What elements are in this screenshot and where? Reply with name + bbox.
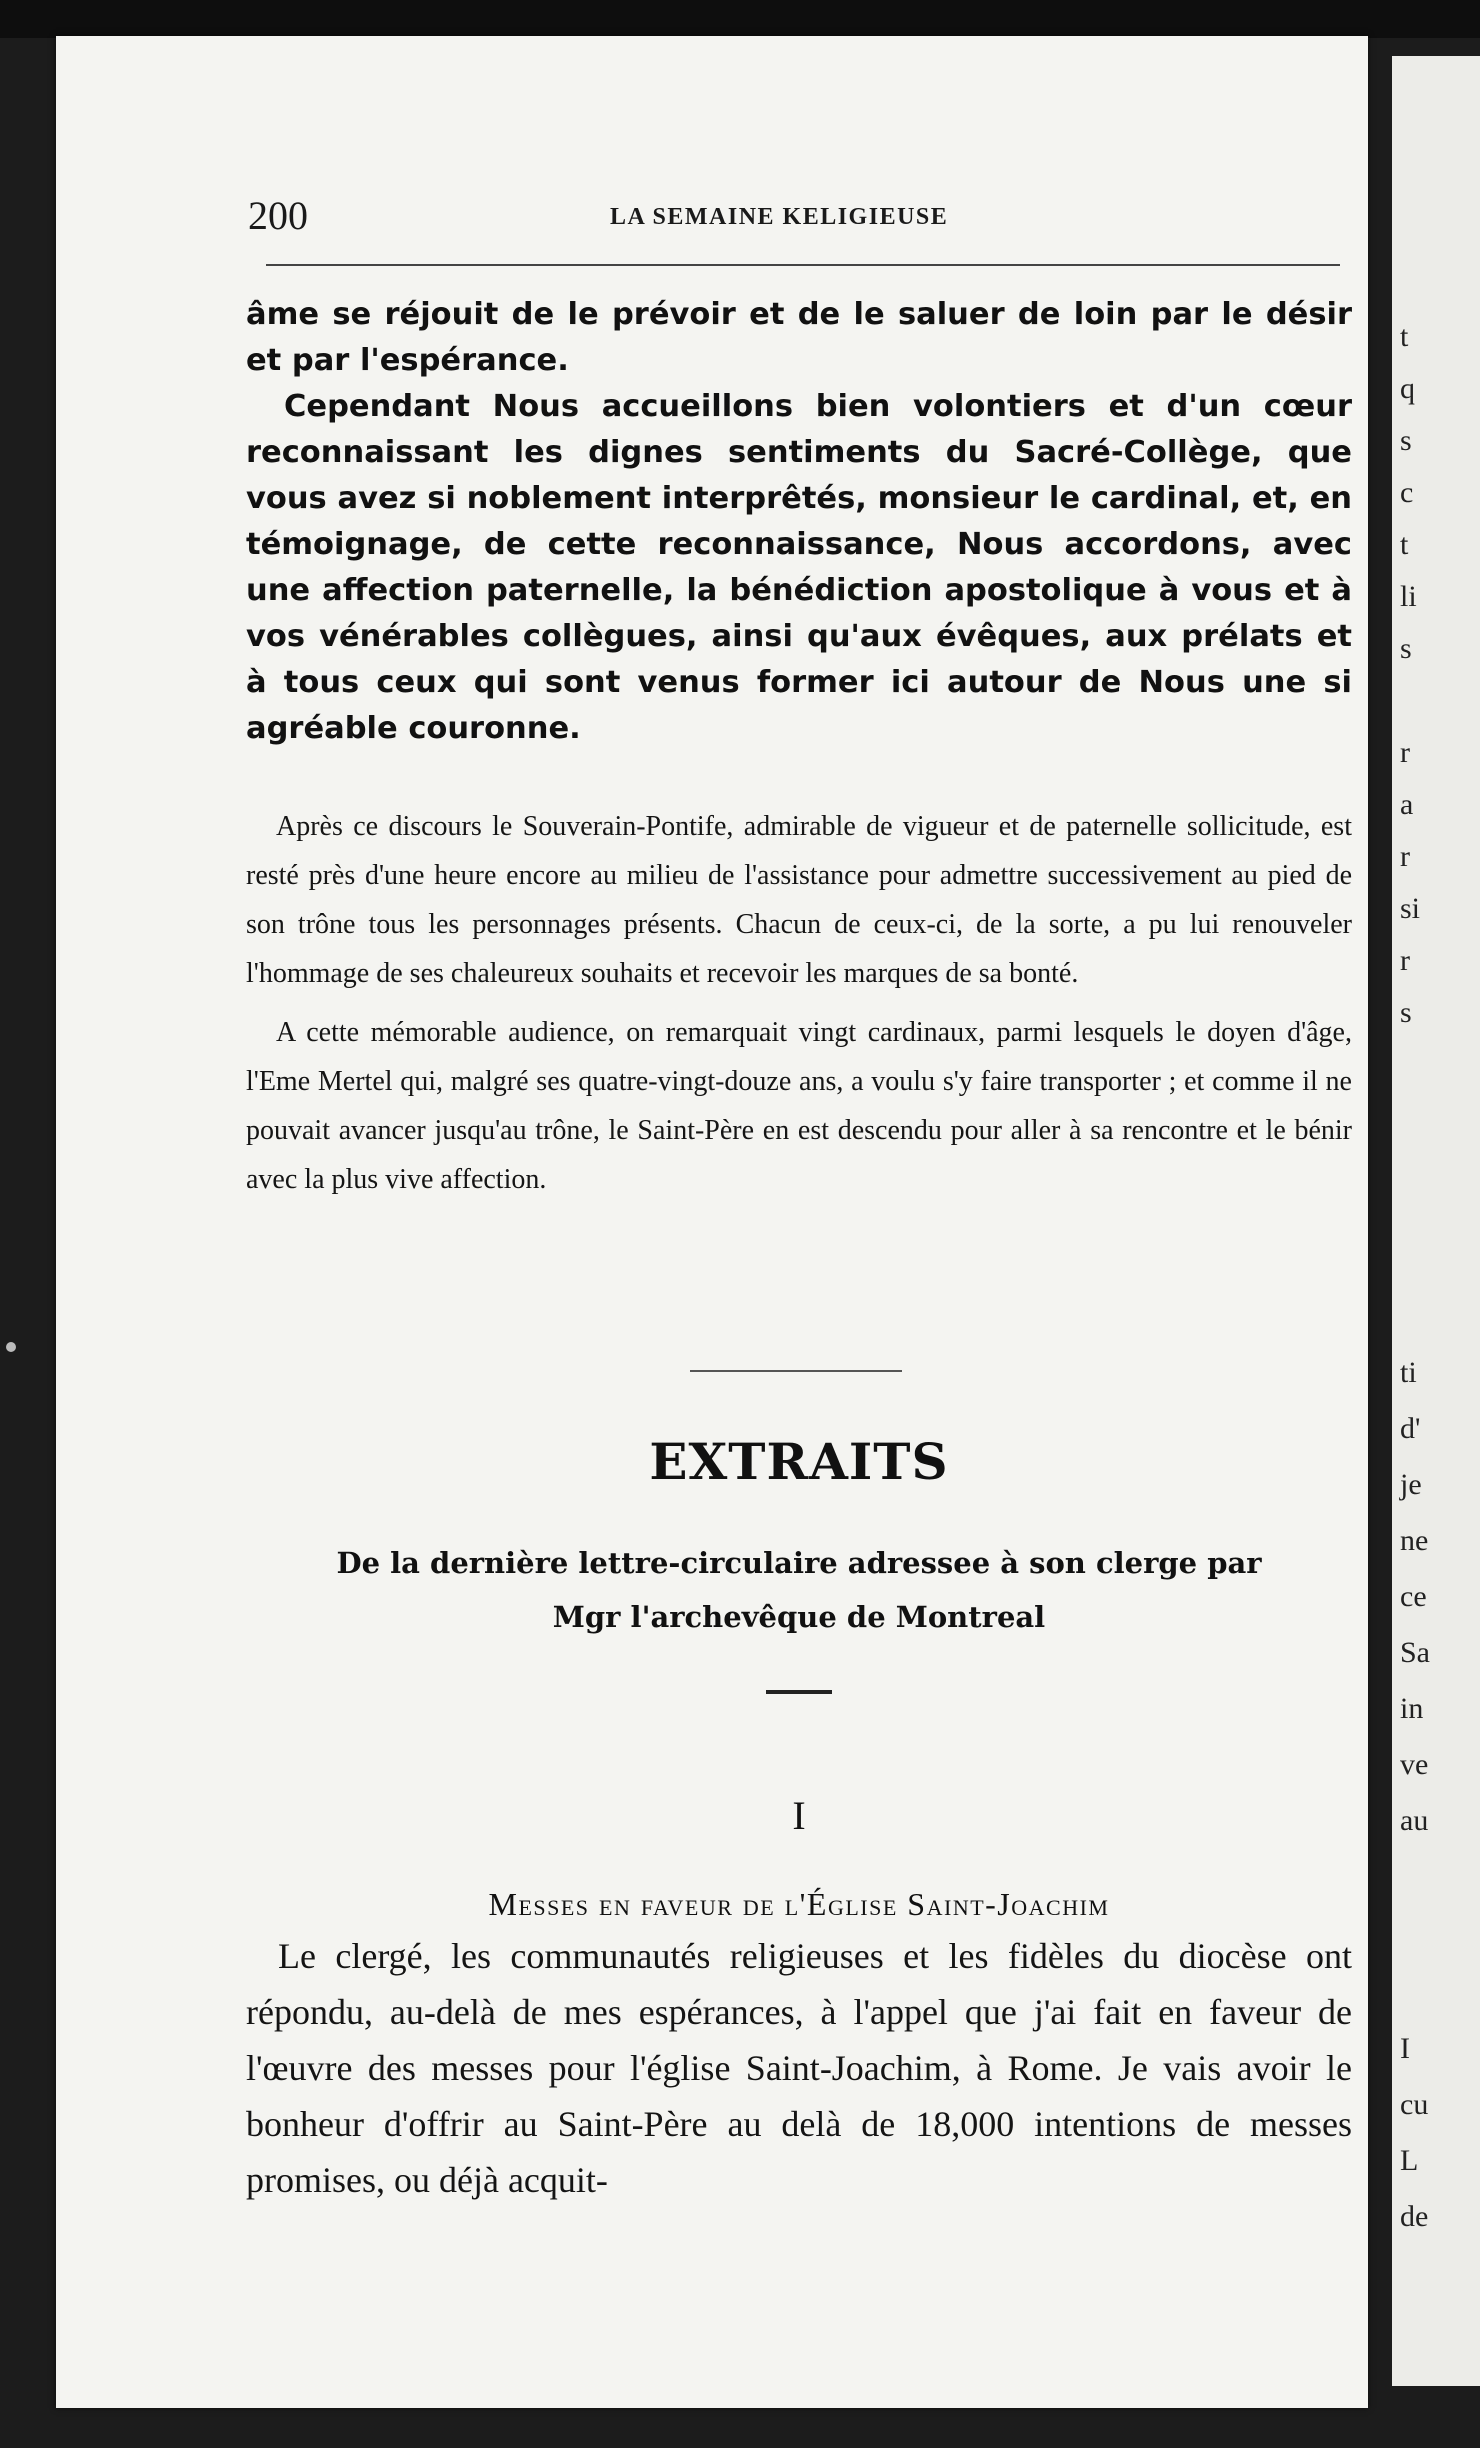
page-number: 200: [248, 193, 308, 238]
adjacent-page-fragment: d': [1400, 1412, 1421, 1445]
adjacent-page-fragment: li: [1400, 580, 1417, 613]
adjacent-page-fragment: cu: [1400, 2088, 1429, 2121]
adjacent-page-edge: [1392, 56, 1480, 2386]
adjacent-page-fragment: t: [1400, 320, 1409, 353]
adjacent-page-fragment: ti: [1400, 1356, 1417, 1389]
adjacent-page-fragment: je: [1400, 1468, 1422, 1501]
section-paragraph: Le clergé, les communautés religieuses et les fidèles du diocèse ont répondu, au-delà de mes espérances, à l'appel que j'ai fait en faveur de l'œuvre des messes pour l'église Saint-Joachim, à Rome. Je vais avoir le bonheur d'offrir au Saint-Père au delà de 18,000 intentions de messes promises, ou déjà acquit-: [246, 1936, 1352, 2200]
subtitle-line: Mgr l'archevêque de Montreal: [552, 1600, 1046, 1634]
header-rule: [266, 264, 1340, 266]
adjacent-page-fragment: au: [1400, 1804, 1429, 1837]
scan-top-border: [0, 0, 1480, 38]
adjacent-page-fragment: r: [1400, 944, 1410, 977]
papal-address-continuation: [246, 292, 1352, 752]
subtitle-line: De la dernière lettre-circulaire adressee à son clerge par: [336, 1546, 1262, 1580]
adjacent-page-fragment: Sa: [1400, 1636, 1430, 1669]
running-head: LA SEMAINE KELIGIEUSE: [610, 204, 949, 230]
scan-speck: [6, 1342, 16, 1352]
adjacent-page-fragment: si: [1400, 892, 1421, 925]
short-separator: [766, 1690, 832, 1694]
section-separator: [690, 1370, 902, 1372]
adjacent-page-fragment: de: [1400, 2200, 1429, 2233]
adjacent-page-fragment: ne: [1400, 1524, 1429, 1557]
section-number: I: [792, 1793, 806, 1838]
adjacent-page-fragment: r: [1400, 840, 1410, 873]
report-paragraph: Après ce discours le Souverain-Pontife, admirable de vigueur et de paternelle sollicitude, est resté près d'une heure encore au milieu de l'assistance pour admettre successivement au pied de son trône tous les personnages présents. Chacun de ceux-ci, de la sorte, a pu lui renouveler l'hommage de ses chaleureux souhaits et recevoir les marques de sa bonté.: [246, 811, 1352, 989]
adjacent-page-fragment: c: [1400, 476, 1414, 509]
adjacent-page-fragment: L: [1400, 2144, 1419, 2177]
adjacent-page-fragment: s: [1400, 632, 1412, 665]
adjacent-page-fragment: in: [1400, 1692, 1424, 1725]
audience-report: [246, 802, 1352, 1204]
adjacent-page-fragment: s: [1400, 424, 1412, 457]
bold-paragraph: Cependant Nous accueillons bien volontiers et d'un cœur reconnaissant les dignes sentiments du Sacré-Collège, que vous avez si noblement interprêtés, monsieur le cardinal, et, en témoignage, de cette reconnaissance, Nous accordons, avec une affection paternelle, la bénédiction apostolique à vous et à vos vénérables collègues, ainsi qu'aux évêques, aux prélats et à tous ceux qui sont venus former ici autour de Nous une si agréable couronne.: [246, 389, 1352, 746]
adjacent-page-fragment: q: [1400, 372, 1415, 405]
adjacent-page-fragment: I: [1400, 2032, 1410, 2065]
adjacent-page-fragment: s: [1400, 996, 1412, 1029]
adjacent-page-fragment: ce: [1400, 1580, 1427, 1613]
extraits-subtitle: [246, 1536, 1352, 1644]
adjacent-page-fragment: a: [1400, 788, 1414, 821]
bold-paragraph: âme se réjouit de le prévoir et de le saluer de loin par le désir et par l'espérance.: [246, 297, 1352, 378]
adjacent-page-fragment: t: [1400, 528, 1409, 561]
extraits-heading: EXTRAITS: [649, 1432, 949, 1491]
report-paragraph: A cette mémorable audience, on remarquait vingt cardinaux, parmi lesquels le doyen d'âge, l'Eme Mertel qui, malgré ses quatre-vingt-douze ans, a voulu s'y faire transporter ; et comme il ne pouvait avancer jusqu'au trône, le Saint-Père en est descendu pour aller à sa rencontre et le bénir avec la plus vive affection.: [246, 1017, 1352, 1195]
section-title: Messes en faveur de l'Église Saint-Joachim: [488, 1886, 1110, 1922]
page-header: [190, 192, 1340, 240]
section-body: [246, 1928, 1352, 2208]
adjacent-page-fragment: r: [1400, 736, 1410, 769]
adjacent-page-fragment: ve: [1400, 1748, 1429, 1781]
